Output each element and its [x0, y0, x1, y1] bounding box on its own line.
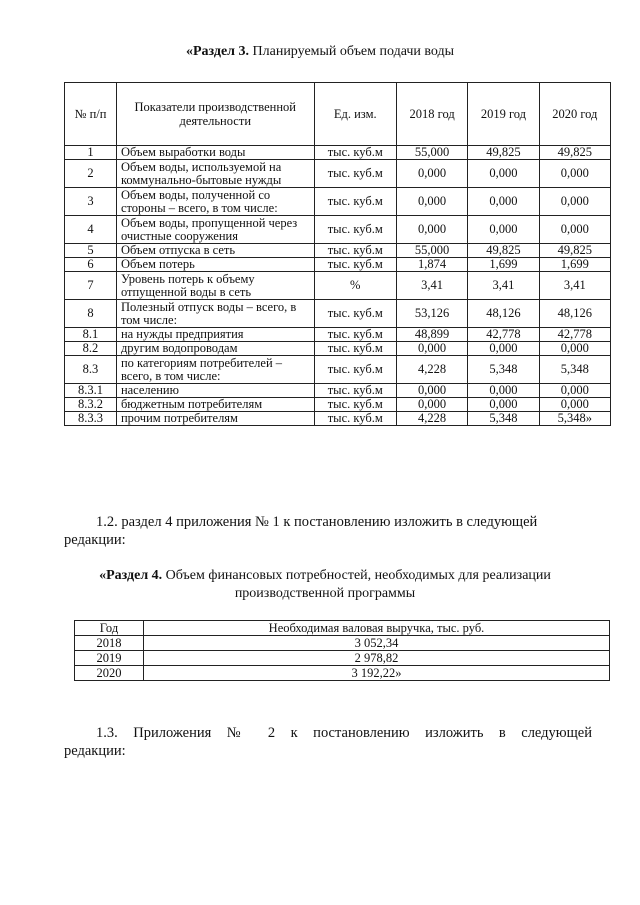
row-num: 5 — [65, 244, 117, 258]
water-supply-table — [64, 82, 611, 426]
row-num: 8 — [65, 300, 117, 328]
row-value-2018: 3,41 — [396, 272, 467, 300]
table-row — [65, 412, 611, 426]
row-value-2020: 5,348 — [539, 356, 610, 384]
paragraph-1-3 — [64, 724, 592, 760]
row-num: 8.2 — [65, 342, 117, 356]
row-num: 3 — [65, 188, 117, 216]
table-header-row — [65, 83, 611, 146]
row-value-2018: 55,000 — [396, 244, 467, 258]
paragraph-1-2-line2: редакции: — [64, 532, 126, 548]
section-4-title-bold: «Раздел 4. — [99, 568, 163, 583]
row-unit: тыс. куб.м — [314, 412, 396, 426]
row-year: 2018 — [75, 636, 144, 651]
row-indicator: Уровень потерь к объему отпущенной воды в сеть — [116, 272, 314, 300]
header-year: Год — [75, 621, 144, 636]
row-unit: тыс. куб.м — [314, 384, 396, 398]
row-value-2020: 0,000 — [539, 188, 610, 216]
row-value-2020: 49,825 — [539, 244, 610, 258]
table-row — [65, 342, 611, 356]
row-unit: тыс. куб.м — [314, 328, 396, 342]
row-value-2018: 1,874 — [396, 258, 467, 272]
row-value-2019: 5,348 — [468, 412, 539, 426]
table-row — [65, 272, 611, 300]
row-indicator: Объем воды, пропущенной через очистные сооружения — [116, 216, 314, 244]
row-unit: % — [314, 272, 396, 300]
table-row — [65, 328, 611, 342]
header-revenue: Необходимая валовая выручка, тыс. руб. — [144, 621, 610, 636]
row-value-2020: 48,126 — [539, 300, 610, 328]
row-value-2019: 1,699 — [468, 258, 539, 272]
row-value-2019: 5,348 — [468, 356, 539, 384]
row-value-2019: 48,126 — [468, 300, 539, 328]
row-value-2018: 4,228 — [396, 412, 467, 426]
row-num: 1 — [65, 146, 117, 160]
table-row — [65, 258, 611, 272]
row-indicator: Объем воды, полученной со стороны – всего, в том числе: — [116, 188, 314, 216]
paragraph-1-3-line2: редакции: — [64, 743, 126, 759]
table-row — [65, 188, 611, 216]
table-header-row — [75, 621, 610, 636]
row-value-2018: 0,000 — [396, 188, 467, 216]
row-value-2018: 0,000 — [396, 398, 467, 412]
section-4-title-line2: производственной программы — [234, 586, 416, 601]
row-num: 4 — [65, 216, 117, 244]
row-value-2020: 0,000 — [539, 398, 610, 412]
row-indicator: Объем отпуска в сеть — [116, 244, 314, 258]
section-4-title — [60, 567, 590, 603]
row-indicator: населению — [116, 384, 314, 398]
table-row — [65, 356, 611, 384]
paragraph-1-2-line1: 1.2. раздел 4 приложения № 1 к постановлению изложить в следующей — [96, 514, 538, 530]
row-value-2019: 0,000 — [468, 188, 539, 216]
header-indicator: Показатели производственной деятельности — [116, 83, 314, 146]
row-unit: тыс. куб.м — [314, 188, 396, 216]
row-value-2019: 0,000 — [468, 160, 539, 188]
row-revenue: 3 192,22» — [144, 666, 610, 681]
row-value-2019: 49,825 — [468, 244, 539, 258]
row-unit: тыс. куб.м — [314, 216, 396, 244]
table-row — [65, 398, 611, 412]
row-indicator: другим водопроводам — [116, 342, 314, 356]
row-value-2018: 48,899 — [396, 328, 467, 342]
section-3-title-bold: «Раздел 3. — [185, 44, 250, 59]
row-year: 2020 — [75, 666, 144, 681]
header-2018: 2018 год — [396, 83, 467, 146]
row-num: 8.1 — [65, 328, 117, 342]
row-indicator: Полезный отпуск воды – всего, в том числе: — [116, 300, 314, 328]
row-num: 8.3.2 — [65, 398, 117, 412]
row-num: 8.3.3 — [65, 412, 117, 426]
row-num: 8.3 — [65, 356, 117, 384]
table-row — [65, 244, 611, 258]
row-value-2019: 0,000 — [468, 384, 539, 398]
row-value-2020: 0,000 — [539, 342, 610, 356]
row-value-2019: 0,000 — [468, 398, 539, 412]
row-value-2020: 5,348» — [539, 412, 610, 426]
row-value-2018: 0,000 — [396, 384, 467, 398]
row-indicator: Объем выработки воды — [116, 146, 314, 160]
row-indicator: по категориям потребителей – всего, в том числе: — [116, 356, 314, 384]
row-indicator: Объем потерь — [116, 258, 314, 272]
paragraph-1-3-line1: 1.3. Приложения № 2 к постановлению изложить в следующей — [96, 725, 592, 741]
row-value-2018: 0,000 — [396, 216, 467, 244]
table-row — [65, 216, 611, 244]
row-unit: тыс. куб.м — [314, 244, 396, 258]
financial-needs-table-body — [75, 636, 610, 681]
row-num: 8.3.1 — [65, 384, 117, 398]
row-value-2019: 49,825 — [468, 146, 539, 160]
table-row — [65, 300, 611, 328]
section-4-title-line1 — [60, 567, 590, 585]
row-value-2019: 42,778 — [468, 328, 539, 342]
table-row — [75, 636, 610, 651]
row-revenue: 2 978,82 — [144, 651, 610, 666]
row-value-2018: 0,000 — [396, 160, 467, 188]
header-2020: 2020 год — [539, 83, 610, 146]
row-unit: тыс. куб.м — [314, 160, 396, 188]
row-unit: тыс. куб.м — [314, 342, 396, 356]
row-year: 2019 — [75, 651, 144, 666]
financial-needs-table — [74, 620, 610, 681]
section-3-title-rest: Планируемый объем подачи воды — [249, 44, 455, 59]
row-value-2018: 0,000 — [396, 342, 467, 356]
row-value-2020: 1,699 — [539, 258, 610, 272]
row-indicator: Объем воды, используемой на коммунально-бытовые нужды — [116, 160, 314, 188]
row-value-2020: 49,825 — [539, 146, 610, 160]
row-indicator: бюджетным потребителям — [116, 398, 314, 412]
row-num: 2 — [65, 160, 117, 188]
row-indicator: на нужды предприятия — [116, 328, 314, 342]
row-unit: тыс. куб.м — [314, 146, 396, 160]
row-num: 6 — [65, 258, 117, 272]
header-2019: 2019 год — [468, 83, 539, 146]
table-row — [65, 146, 611, 160]
row-unit: тыс. куб.м — [314, 398, 396, 412]
row-value-2018: 55,000 — [396, 146, 467, 160]
row-unit: тыс. куб.м — [314, 258, 396, 272]
row-unit: тыс. куб.м — [314, 300, 396, 328]
row-value-2020: 0,000 — [539, 216, 610, 244]
row-revenue: 3 052,34 — [144, 636, 610, 651]
paragraph-1-2 — [64, 513, 592, 549]
row-value-2018: 53,126 — [396, 300, 467, 328]
row-num: 7 — [65, 272, 117, 300]
water-supply-table-body — [65, 146, 611, 426]
table-row — [65, 384, 611, 398]
row-value-2019: 3,41 — [468, 272, 539, 300]
header-unit: Ед. изм. — [314, 83, 396, 146]
section-3-title — [0, 44, 640, 60]
row-value-2020: 3,41 — [539, 272, 610, 300]
row-unit: тыс. куб.м — [314, 356, 396, 384]
row-value-2019: 0,000 — [468, 216, 539, 244]
row-value-2020: 42,778 — [539, 328, 610, 342]
section-4-title-rest: Объем финансовых потребностей, необходимых для реализации — [162, 568, 551, 583]
row-value-2018: 4,228 — [396, 356, 467, 384]
row-value-2019: 0,000 — [468, 342, 539, 356]
table-row — [75, 651, 610, 666]
table-row — [65, 160, 611, 188]
row-indicator: прочим потребителям — [116, 412, 314, 426]
header-num: № п/п — [65, 83, 117, 146]
row-value-2020: 0,000 — [539, 384, 610, 398]
table-row — [75, 666, 610, 681]
row-value-2020: 0,000 — [539, 160, 610, 188]
